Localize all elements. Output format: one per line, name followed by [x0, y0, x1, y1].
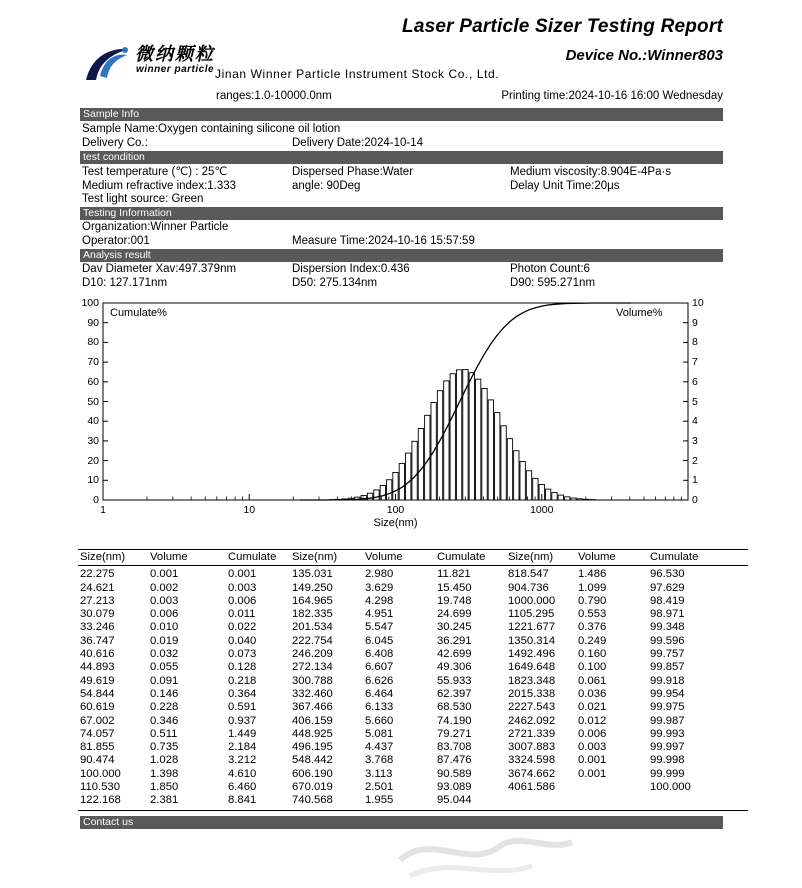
- table-row: [78, 675, 748, 688]
- table-cell: 0.091: [150, 674, 179, 687]
- table-cell: 90.474: [80, 754, 115, 767]
- table-cell: 3.212: [228, 754, 257, 767]
- table-cell: 5.547: [365, 621, 394, 634]
- axis-tick-label: 2: [692, 454, 698, 467]
- section-heading-analysis-result: Analysis result: [80, 249, 723, 262]
- table-cell: 6.408: [365, 648, 394, 661]
- table-cell: 22.275: [80, 568, 115, 581]
- table-cell: 0.346: [150, 714, 179, 727]
- table-cell: 0.003: [150, 594, 179, 607]
- table-cell: 496.195: [292, 741, 333, 754]
- table-cell: 99.997: [650, 741, 685, 754]
- table-cell: 0.061: [578, 674, 607, 687]
- table-cell: 27.213: [80, 594, 115, 607]
- table-cell: 2.501: [365, 781, 394, 794]
- table-cell: 3007.883: [508, 741, 556, 754]
- company-logo: [84, 44, 215, 84]
- table-cell: 0.218: [228, 674, 257, 687]
- table-cell: 0.040: [228, 634, 257, 647]
- table-cell: 0.019: [150, 634, 179, 647]
- table-cell: 110.530: [80, 781, 120, 794]
- table-cell: 33.246: [80, 621, 115, 634]
- axis-tick-label: 9: [692, 316, 698, 329]
- table-cell: 0.937: [228, 714, 257, 727]
- axis-tick-label: 80: [87, 336, 99, 349]
- table-cell: 19.748: [437, 594, 472, 607]
- table-cell: 1.955: [365, 794, 394, 807]
- table-header-cell: Volume: [365, 551, 403, 563]
- table-cell: 1.028: [150, 754, 179, 767]
- axis-tick-label: 6: [692, 375, 698, 388]
- x-axis-title: Size(nm): [373, 517, 418, 529]
- table-cell: 0.001: [578, 754, 607, 767]
- table-cell: 4.951: [365, 608, 394, 621]
- axis-tick-label: 3: [692, 434, 698, 447]
- table-cell: 300.788: [292, 674, 333, 687]
- section-heading-sample-info: Sample Info: [80, 108, 723, 121]
- axis-tick-label: 0: [692, 494, 698, 506]
- table-cell: 0.036: [578, 687, 607, 700]
- table-cell: 96.530: [650, 568, 685, 581]
- table-cell: 1.850: [150, 781, 179, 794]
- table-cell: [576, 781, 648, 794]
- axis-tick-label: 20: [87, 454, 99, 467]
- table-cell: 0.003: [228, 581, 257, 594]
- table-cell: 3674.662: [508, 767, 556, 780]
- table-cell: 0.006: [578, 727, 607, 740]
- table-row: [78, 648, 748, 661]
- table-cell: 99.348: [650, 621, 685, 634]
- table-cell: 0.022: [228, 621, 257, 634]
- table-cell: 100.000: [650, 781, 691, 794]
- table-cell: 99.993: [650, 727, 685, 740]
- table-cell: 0.364: [228, 687, 257, 700]
- table-cell: 0.100: [578, 661, 607, 674]
- table-cell: 6.460: [228, 781, 257, 794]
- table-cell: 0.010: [150, 621, 179, 634]
- axis-tick-label: 7: [692, 356, 698, 369]
- table-cell: 1.449: [228, 727, 257, 740]
- table-cell: 201.534: [292, 621, 333, 634]
- table-cell: 36.747: [80, 634, 115, 647]
- company-name: Jinan Winner Particle Instrument Stock Co., Ltd.: [215, 67, 500, 81]
- axis-tick-label: 4: [692, 415, 698, 428]
- table-cell: 99.954: [650, 687, 685, 700]
- axis-tick-label: 1000: [530, 504, 554, 516]
- table-cell: 15.450: [437, 581, 472, 594]
- table-cell: 0.001: [150, 568, 179, 581]
- table-cell: 1.486: [578, 568, 607, 581]
- table-cell: 0.001: [578, 767, 607, 780]
- axis-tick-label: 70: [87, 356, 99, 369]
- table-cell: 54.844: [80, 687, 115, 700]
- table-cell: 2.184: [228, 741, 257, 754]
- table-cell: 0.021: [578, 701, 607, 714]
- photon-count: Photon Count:6: [510, 263, 590, 275]
- table-row: [78, 661, 748, 674]
- table-cell: 548.442: [292, 754, 333, 767]
- medium-viscosity: Medium viscosity:8.904E-4Pa·s: [510, 166, 672, 178]
- table-cell: 99.987: [650, 714, 685, 727]
- table-cell: 122.168: [80, 794, 121, 807]
- table-cell: 0.002: [150, 581, 179, 594]
- table-row: [78, 621, 748, 634]
- table-cell: 8.841: [228, 794, 257, 807]
- axis-tick-label: 0: [93, 494, 99, 506]
- table-cell: 36.291: [437, 634, 472, 647]
- table-cell: 6.626: [365, 674, 394, 687]
- axis-tick-label: 100: [386, 504, 405, 516]
- table-cell: 2721.339: [508, 727, 556, 740]
- axis-tick-label: 5: [692, 395, 698, 408]
- right-axis-title: Volume%: [616, 307, 663, 319]
- table-cell: 100.000: [80, 767, 121, 780]
- table-cell: 0.553: [578, 608, 607, 621]
- table-cell: 0.790: [578, 594, 607, 607]
- table-cell: 448.925: [292, 727, 333, 740]
- table-cell: 1.398: [150, 767, 179, 780]
- axis-tick-label: 40: [87, 415, 99, 428]
- table-cell: 1105.295: [508, 608, 555, 621]
- table-cell: 6.133: [365, 701, 394, 714]
- section-heading-test-condition: test condition: [80, 151, 723, 164]
- table-cell: 11.821: [437, 568, 471, 581]
- table-cell: 42.699: [437, 648, 472, 661]
- table-cell: 740.568: [292, 794, 333, 807]
- table-cell: 4061.586: [508, 781, 556, 794]
- device-number: Device No.:Winner803: [565, 47, 723, 64]
- dav-diameter: Dav Diameter Xav:497.379nm: [82, 263, 237, 275]
- table-header-cell: Cumulate: [650, 551, 699, 563]
- table-cell: 2462.092: [508, 714, 556, 727]
- table-cell: 49.619: [80, 674, 115, 687]
- left-axis-title: Cumulate%: [110, 307, 167, 319]
- table-cell: 6.045: [365, 634, 394, 647]
- table-cell: 0.011: [228, 608, 256, 621]
- table-header-cell: Size(nm): [80, 551, 126, 563]
- table-cell: 222.754: [292, 634, 333, 647]
- table-cell: 99.918: [650, 674, 685, 687]
- dispersion-index: Dispersion Index:0.436: [292, 263, 410, 275]
- table-cell: 99.999: [650, 767, 685, 780]
- table-cell: 44.893: [80, 661, 115, 674]
- operator: Operator:001: [82, 235, 150, 247]
- page-title: Laser Particle Sizer Testing Report: [402, 16, 723, 37]
- table-cell: 24.699: [437, 608, 472, 621]
- table-cell: 272.134: [292, 661, 333, 674]
- test-light-source: Test light source: Green: [82, 193, 204, 205]
- table-cell: 99.596: [650, 634, 685, 647]
- table-row: [78, 754, 748, 767]
- table-cell: 0.160: [578, 648, 607, 661]
- table-header-cell: Size(nm): [508, 551, 554, 563]
- table-cell: 0.001: [228, 568, 257, 581]
- table-cell: [506, 794, 576, 807]
- section-heading-testing-information: Testing Information: [80, 207, 723, 220]
- table-cell: 2015.338: [508, 687, 556, 700]
- table-cell: 670.019: [292, 781, 333, 794]
- table-cell: 1221.677: [508, 621, 556, 634]
- table-cell: 4.298: [365, 594, 394, 607]
- table-cell: 3324.598: [508, 754, 556, 767]
- table-cell: 135.031: [292, 568, 333, 581]
- table-cell: 367.466: [292, 701, 333, 714]
- table-cell: 74.190: [437, 714, 472, 727]
- table-row: [78, 715, 748, 728]
- winner-logo-mark: [84, 44, 130, 84]
- table-cell: 79.271: [437, 727, 472, 740]
- d10-value: D10: 127.171nm: [82, 277, 168, 289]
- table-row: [78, 781, 748, 794]
- axis-tick-label: 10: [87, 474, 99, 487]
- test-temperature: Test temperature (℃) : 25℃: [82, 166, 228, 178]
- table-cell: 1823.348: [508, 674, 556, 687]
- table-cell: 1.099: [578, 581, 607, 594]
- table-cell: 97.629: [650, 581, 685, 594]
- table-header-cell: Cumulate: [228, 551, 277, 563]
- sample-name: Sample Name:Oxygen containing silicone oil lotion: [82, 123, 341, 135]
- table-row: [78, 595, 748, 608]
- table-cell: 406.159: [292, 714, 333, 727]
- table-cell: 246.209: [292, 648, 333, 661]
- delay-unit-time: Delay Unit Time:20μs: [510, 180, 620, 192]
- table-row: [78, 768, 748, 781]
- table-cell: 68.530: [437, 701, 472, 714]
- watermark: [380, 820, 580, 886]
- d50-value: D50: 275.134nm: [292, 277, 378, 289]
- table-cell: 182.335: [292, 608, 333, 621]
- table-header-cell: Size(nm): [292, 551, 338, 563]
- table-cell: 0.032: [150, 648, 179, 661]
- axis-tick-label: 90: [87, 316, 99, 329]
- table-cell: 5.660: [365, 714, 394, 727]
- table-cell: 83.708: [437, 741, 472, 754]
- table-row: [78, 688, 748, 701]
- table-cell: 55.933: [437, 674, 472, 687]
- table-cell: 1350.314: [508, 634, 556, 647]
- scatter-angle: angle: 90Deg: [292, 180, 361, 192]
- measure-time: Measure Time:2024-10-16 15:57:59: [292, 235, 475, 247]
- medium-refractive-index: Medium refractive index:1.333: [82, 180, 237, 192]
- axis-tick-label: 1: [692, 474, 698, 487]
- organization: Organization:Winner Particle: [82, 221, 229, 233]
- axis-tick-label: 100: [81, 297, 99, 309]
- table-cell: 74.057: [80, 727, 115, 740]
- table-cell: 3.113: [365, 767, 393, 780]
- delivery-date: Delivery Date:2024-10-14: [292, 137, 424, 149]
- axis-tick-label: 8: [692, 336, 698, 349]
- table-cell: 99.757: [650, 648, 685, 661]
- axis-tick-label: 60: [87, 375, 99, 388]
- table-cell: 6.607: [365, 661, 394, 674]
- table-cell: 99.857: [650, 661, 685, 674]
- section-heading-contact-us: Contact us: [80, 816, 723, 829]
- table-cell: 606.190: [292, 767, 333, 780]
- table-header-cell: Volume: [578, 551, 616, 563]
- axis-tick-label: 10: [692, 297, 704, 309]
- results-table: [78, 549, 748, 811]
- table-cell: 1492.496: [508, 648, 556, 661]
- chart-plot-svg: [78, 293, 768, 543]
- table-cell: 0.006: [228, 594, 257, 607]
- logo-chinese-text: 微纳颗粒: [135, 44, 215, 64]
- table-cell: 0.249: [578, 634, 607, 647]
- table-cell: 67.002: [80, 714, 115, 727]
- results-table-header: [78, 549, 748, 566]
- table-header-cell: Cumulate: [437, 551, 486, 563]
- table-cell: 93.089: [437, 781, 472, 794]
- table-cell: [648, 794, 748, 807]
- table-cell: 6.464: [365, 687, 394, 700]
- table-cell: 0.003: [578, 741, 607, 754]
- table-cell: 98.419: [650, 594, 685, 607]
- table-cell: 0.006: [150, 608, 179, 621]
- axis-tick-label: 1: [100, 504, 106, 516]
- table-cell: 4.437: [365, 741, 394, 754]
- table-cell: 2.980: [365, 568, 394, 581]
- table-row: [78, 701, 748, 714]
- table-cell: 30.079: [80, 608, 115, 621]
- table-cell: 818.547: [508, 568, 549, 581]
- table-cell: 904.736: [508, 581, 549, 594]
- delivery-co: Delivery Co.:: [82, 137, 148, 149]
- table-cell: 3.629: [365, 581, 394, 594]
- table-cell: 30.245: [437, 621, 472, 634]
- table-cell: 95.044: [437, 794, 472, 807]
- table-cell: 0.228: [150, 701, 179, 714]
- axis-tick-label: 50: [87, 395, 99, 408]
- particle-size-chart: [78, 293, 768, 543]
- table-cell: 0.735: [150, 741, 179, 754]
- table-cell: 0.012: [578, 714, 607, 727]
- table-cell: 0.146: [150, 687, 179, 700]
- dispersed-phase: Dispersed Phase:Water: [292, 166, 414, 178]
- table-cell: 87.476: [437, 754, 472, 767]
- table-cell: 2.381: [150, 794, 179, 807]
- table-row: [78, 741, 748, 754]
- axis-tick-label: 10: [243, 504, 256, 516]
- table-cell: 0.128: [228, 661, 257, 674]
- table-cell: 90.589: [437, 767, 472, 780]
- table-cell: 0.376: [578, 621, 607, 634]
- table-row: [78, 794, 748, 807]
- table-cell: 4.610: [228, 767, 257, 780]
- table-cell: 164.965: [292, 594, 333, 607]
- axis-tick-label: 30: [87, 434, 99, 447]
- table-cell: 99.975: [650, 701, 685, 714]
- table-cell: 1649.648: [508, 661, 556, 674]
- table-cell: 0.511: [150, 727, 178, 740]
- table-cell: [576, 794, 648, 807]
- table-cell: 81.855: [80, 741, 115, 754]
- table-row: [78, 728, 748, 741]
- table-cell: 0.073: [228, 648, 257, 661]
- table-cell: 40.616: [80, 648, 115, 661]
- table-cell: 60.619: [80, 701, 115, 714]
- table-cell: 2227.543: [508, 701, 556, 714]
- table-header-cell: Volume: [150, 551, 188, 563]
- results-table-body: [78, 566, 748, 810]
- table-cell: 99.998: [650, 754, 685, 767]
- table-cell: 3.768: [365, 754, 394, 767]
- table-cell: 149.250: [292, 581, 333, 594]
- ranges-text: ranges:1.0-10000.0nm: [216, 90, 332, 102]
- table-cell: 49.306: [437, 661, 472, 674]
- table-row: [78, 635, 748, 648]
- logo-english-text: winner particle: [135, 64, 215, 75]
- table-cell: 332.460: [292, 687, 333, 700]
- table-cell: 0.055: [150, 661, 179, 674]
- table-cell: 62.397: [437, 687, 472, 700]
- table-cell: 98.971: [650, 608, 685, 621]
- printing-time: Printing time:2024-10-16 16:00 Wednesday: [501, 90, 723, 102]
- logo-text-block: [135, 44, 215, 75]
- table-cell: 24.621: [80, 581, 115, 594]
- table-row: [78, 582, 748, 595]
- table-row: [78, 568, 748, 581]
- table-row: [78, 608, 748, 621]
- table-cell: 5.081: [365, 727, 394, 740]
- table-cell: 1000.000: [508, 594, 556, 607]
- table-cell: 0.591: [228, 701, 257, 714]
- d90-value: D90: 595.271nm: [510, 277, 596, 289]
